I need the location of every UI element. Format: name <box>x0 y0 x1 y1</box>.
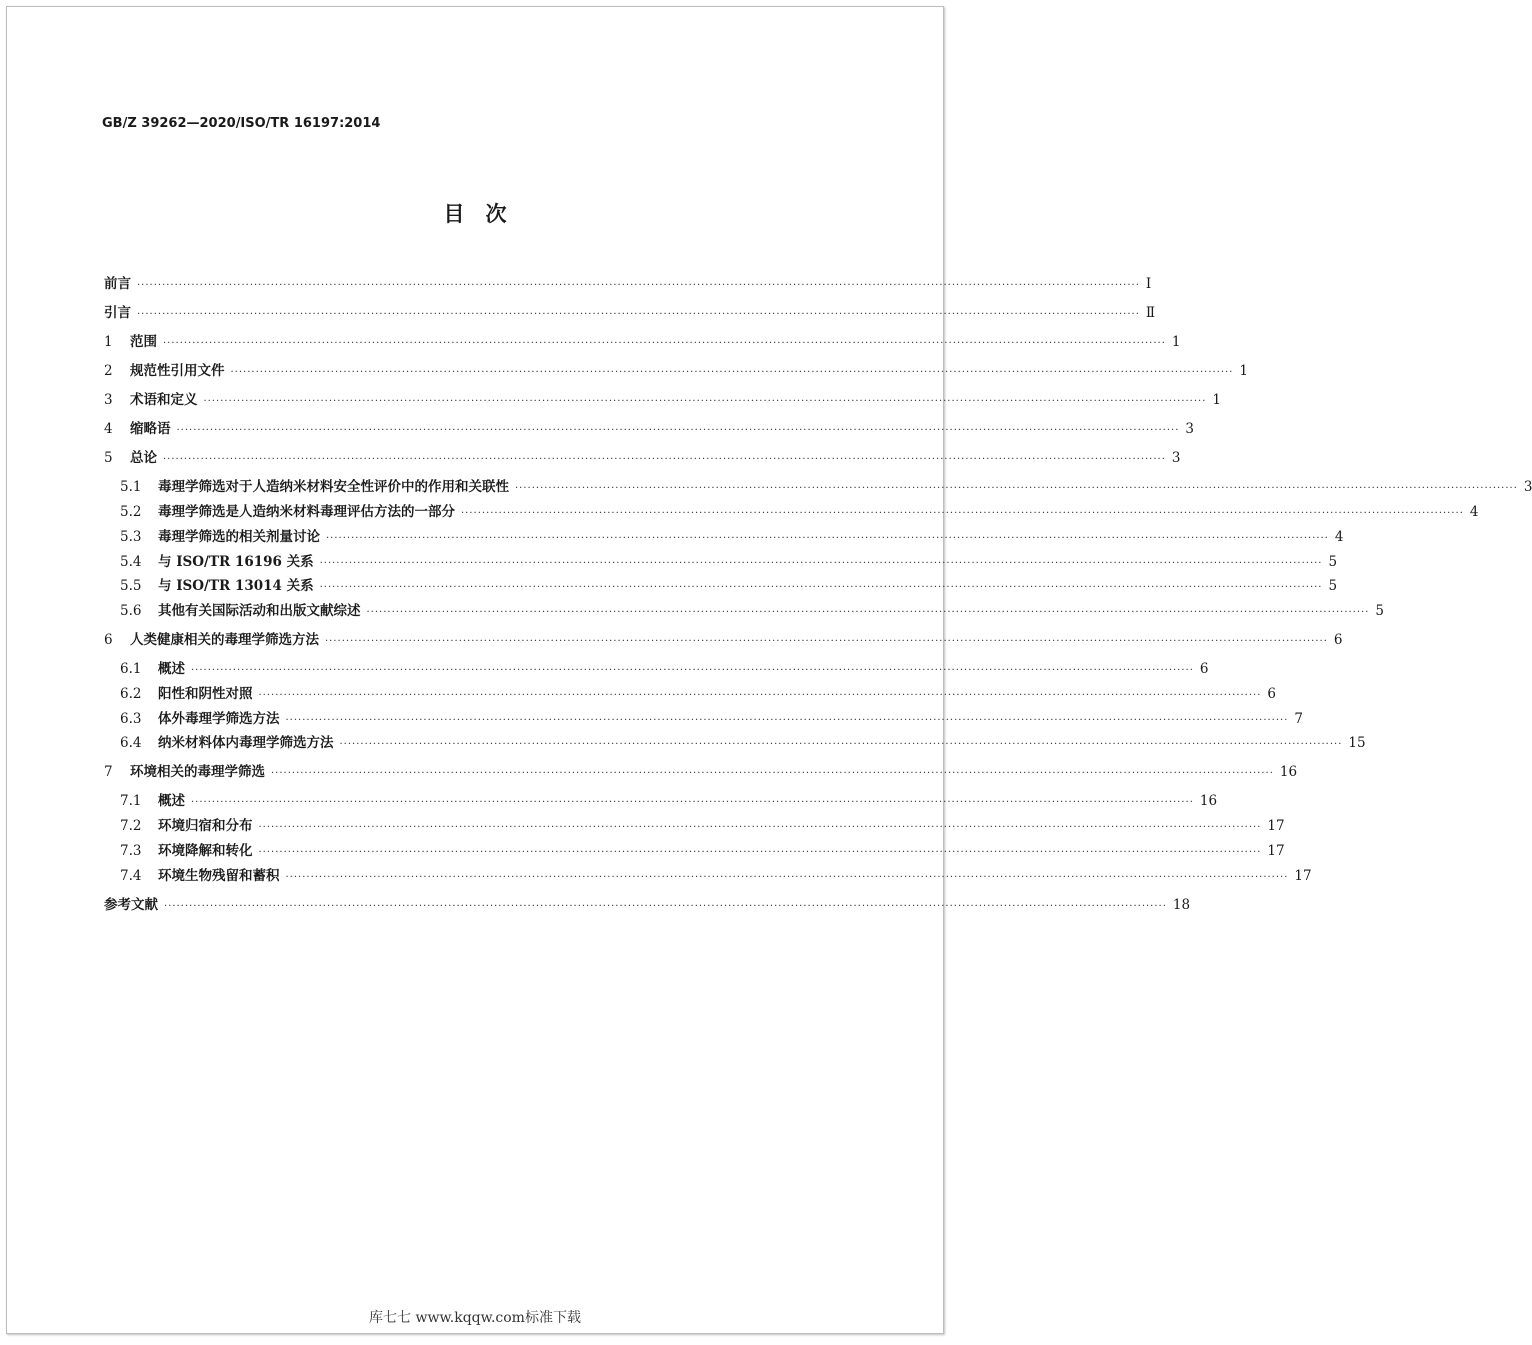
toc-entry <box>104 893 1191 913</box>
toc-entry-page: 5 <box>1328 578 1338 594</box>
toc-entry <box>120 707 1303 727</box>
toc-entry-page: 16 <box>1199 793 1218 809</box>
toc-entry-label: 体外毒理学筛选方法 <box>158 711 280 727</box>
toc-entry-number: 5.2 <box>120 504 142 520</box>
toc-entry-label: 毒理学筛选是人造纳米材料毒理评估方法的一部分 <box>158 504 455 520</box>
toc-entry <box>104 272 1152 292</box>
toc-entry-page: 7 <box>1294 711 1303 727</box>
toc-entry <box>120 500 1479 520</box>
toc-entry-page: 5 <box>1328 554 1338 570</box>
dot-leader: ················································································································································································································································ <box>137 309 1140 320</box>
toc-entry-number: 7.3 <box>120 843 142 859</box>
toc-entry-label: 参考文献 <box>104 897 158 913</box>
toc-entry-page: 17 <box>1267 843 1285 859</box>
toc-entry <box>120 864 1312 884</box>
toc-entry-page: 5 <box>1375 603 1384 619</box>
dot-leader: ················································································································································································································································ <box>319 558 1323 569</box>
dot-leader: ················································································································································································································································ <box>366 607 1370 618</box>
toc-entry <box>120 475 1532 495</box>
toc-entry-page: 3 <box>1185 421 1194 437</box>
toc-entry <box>104 301 1156 321</box>
toc-entry-number: 7.1 <box>120 793 142 809</box>
toc-entry-page: 3 <box>1171 450 1181 466</box>
toc-entry <box>104 760 1298 780</box>
toc-entry-label: 与 ISO/TR 16196 关系 <box>158 554 314 570</box>
dot-leader: ················································································································································································································································ <box>163 454 1166 465</box>
toc-entry-number: 5.5 <box>120 578 142 594</box>
dot-leader: ················································································································································································································································ <box>285 715 1289 726</box>
toc-entry-number: 7 <box>104 764 113 780</box>
toc-entry-page: Ⅱ <box>1145 305 1156 321</box>
toc-entry-label: 毒理学筛选的相关剂量讨论 <box>158 529 320 545</box>
dot-leader: ················································································································································································································································ <box>258 822 1262 833</box>
toc-entry <box>104 388 1221 408</box>
toc-entry-page: 15 <box>1348 735 1366 751</box>
toc-entry-label: 概述 <box>158 793 185 809</box>
dot-leader: ················································································································································································································································ <box>176 425 1180 436</box>
toc-entry-number: 3 <box>104 392 113 408</box>
toc-entry-number: 2 <box>104 363 113 379</box>
dot-leader: ················································································································································································································································ <box>461 508 1464 519</box>
dot-leader: ················································································································································································································································ <box>326 533 1329 544</box>
toc-entry-label: 环境归宿和分布 <box>158 818 253 834</box>
toc-entry <box>120 839 1285 859</box>
toc-entry <box>104 359 1248 379</box>
dot-leader: ················································································································································································································································ <box>285 872 1289 883</box>
toc-entry-page: 4 <box>1469 504 1479 520</box>
toc-entry-label: 与 ISO/TR 13014 关系 <box>158 578 314 594</box>
toc-entry-number: 5.1 <box>120 479 142 495</box>
toc-entry <box>104 628 1343 648</box>
toc-entry-label: 毒理学筛选对于人造纳米材料安全性评价中的作用和关联性 <box>158 479 509 495</box>
toc-entry-number: 7.4 <box>120 868 142 884</box>
toc-entry-page: 6 <box>1333 632 1343 648</box>
toc-entry <box>120 657 1209 677</box>
toc-entry-number: 5.4 <box>120 554 142 570</box>
dot-leader: ················································································································································································································································ <box>325 636 1328 647</box>
footer-watermark: 库七七 www.kqqw.com标准下载 <box>369 1310 581 1326</box>
toc-entry-number: 4 <box>104 421 113 437</box>
toc-entry-label: 环境降解和转化 <box>158 843 253 859</box>
toc-entry-label: 范围 <box>130 334 157 350</box>
dot-leader: ················································································································································································································································ <box>515 483 1518 494</box>
toc-entry <box>120 682 1276 702</box>
toc-entry-page: 3 <box>1523 479 1532 495</box>
dot-leader: ················································································································································································································································ <box>230 367 1234 378</box>
toc-entry-number: 6.1 <box>120 661 142 677</box>
dot-leader: ················································································································································································································································ <box>203 396 1207 407</box>
toc-entry <box>104 417 1194 437</box>
toc-entry-number: 7.2 <box>120 818 142 834</box>
toc-entry-number: 6.3 <box>120 711 142 727</box>
toc-entry-number: 5 <box>104 450 113 466</box>
dot-leader: ················································································································································································································································ <box>319 582 1323 593</box>
toc-entry-page: 17 <box>1294 868 1312 884</box>
dot-leader: ················································································································································································································································ <box>271 768 1274 779</box>
toc-entry-number: 1 <box>104 334 113 350</box>
dot-leader: ················································································································································································································································ <box>258 847 1262 858</box>
toc-entry <box>120 599 1384 619</box>
toc-entry <box>104 446 1181 466</box>
toc-entry-page: 1 <box>1239 363 1248 379</box>
toc-entry-page: 18 <box>1172 897 1191 913</box>
toc-entry-label: 其他有关国际活动和出版文献综述 <box>158 603 361 619</box>
toc-entry <box>120 789 1218 809</box>
dot-leader: ················································································································································································································································ <box>164 901 1167 912</box>
toc-entry-number: 6 <box>104 632 113 648</box>
dot-leader: ················································································································································································································································ <box>191 797 1194 808</box>
toc-entry-label: 人类健康相关的毒理学筛选方法 <box>130 632 319 648</box>
dot-leader: ················································································································································································································································ <box>258 690 1262 701</box>
toc-entry-label: 缩略语 <box>130 421 171 437</box>
toc-entry-label: 环境相关的毒理学筛选 <box>130 764 265 780</box>
toc-title: 目 次 <box>443 202 507 226</box>
toc-entry-label: 纳米材料体内毒理学筛选方法 <box>158 735 334 751</box>
toc-entry <box>120 814 1285 834</box>
toc-entry-page: 17 <box>1267 818 1285 834</box>
dot-leader: ················································································································································································································································ <box>137 280 1140 291</box>
toc-entry-number: 5.3 <box>120 529 142 545</box>
toc-entry-label: 引言 <box>104 305 131 321</box>
standard-code: GB/Z 39262—2020/ISO/TR 16197:2014 <box>102 116 381 131</box>
toc-entry <box>120 525 1344 545</box>
toc-entry-number: 6.2 <box>120 686 142 702</box>
toc-entry <box>120 731 1366 751</box>
toc-entry-label: 前言 <box>104 276 131 292</box>
toc-entry-number: 5.6 <box>120 603 142 619</box>
toc-entry-page: 1 <box>1171 334 1181 350</box>
toc-entry-label: 阳性和阴性对照 <box>158 686 253 702</box>
toc-entry-label: 规范性引用文件 <box>130 363 225 379</box>
toc-entry <box>120 550 1338 570</box>
toc-entry-label: 术语和定义 <box>130 392 198 408</box>
toc-entry-page: 16 <box>1279 764 1298 780</box>
toc-entry <box>104 330 1181 350</box>
dot-leader: ················································································································································································································································ <box>163 338 1166 349</box>
toc-entry-page: 6 <box>1199 661 1209 677</box>
toc-entry-label: 环境生物残留和蓄积 <box>158 868 280 884</box>
toc-entry <box>120 574 1338 594</box>
toc-entry-label: 总论 <box>130 450 157 466</box>
dot-leader: ················································································································································································································································ <box>191 665 1194 676</box>
dot-leader: ················································································································································································································································ <box>339 739 1343 750</box>
toc-entry-page: 1 <box>1212 392 1221 408</box>
toc-entry-page: 6 <box>1267 686 1276 702</box>
toc-entry-number: 6.4 <box>120 735 142 751</box>
toc-entry-page: 4 <box>1334 529 1344 545</box>
toc-entry-label: 概述 <box>158 661 185 677</box>
toc-entry-page: Ⅰ <box>1145 276 1152 292</box>
